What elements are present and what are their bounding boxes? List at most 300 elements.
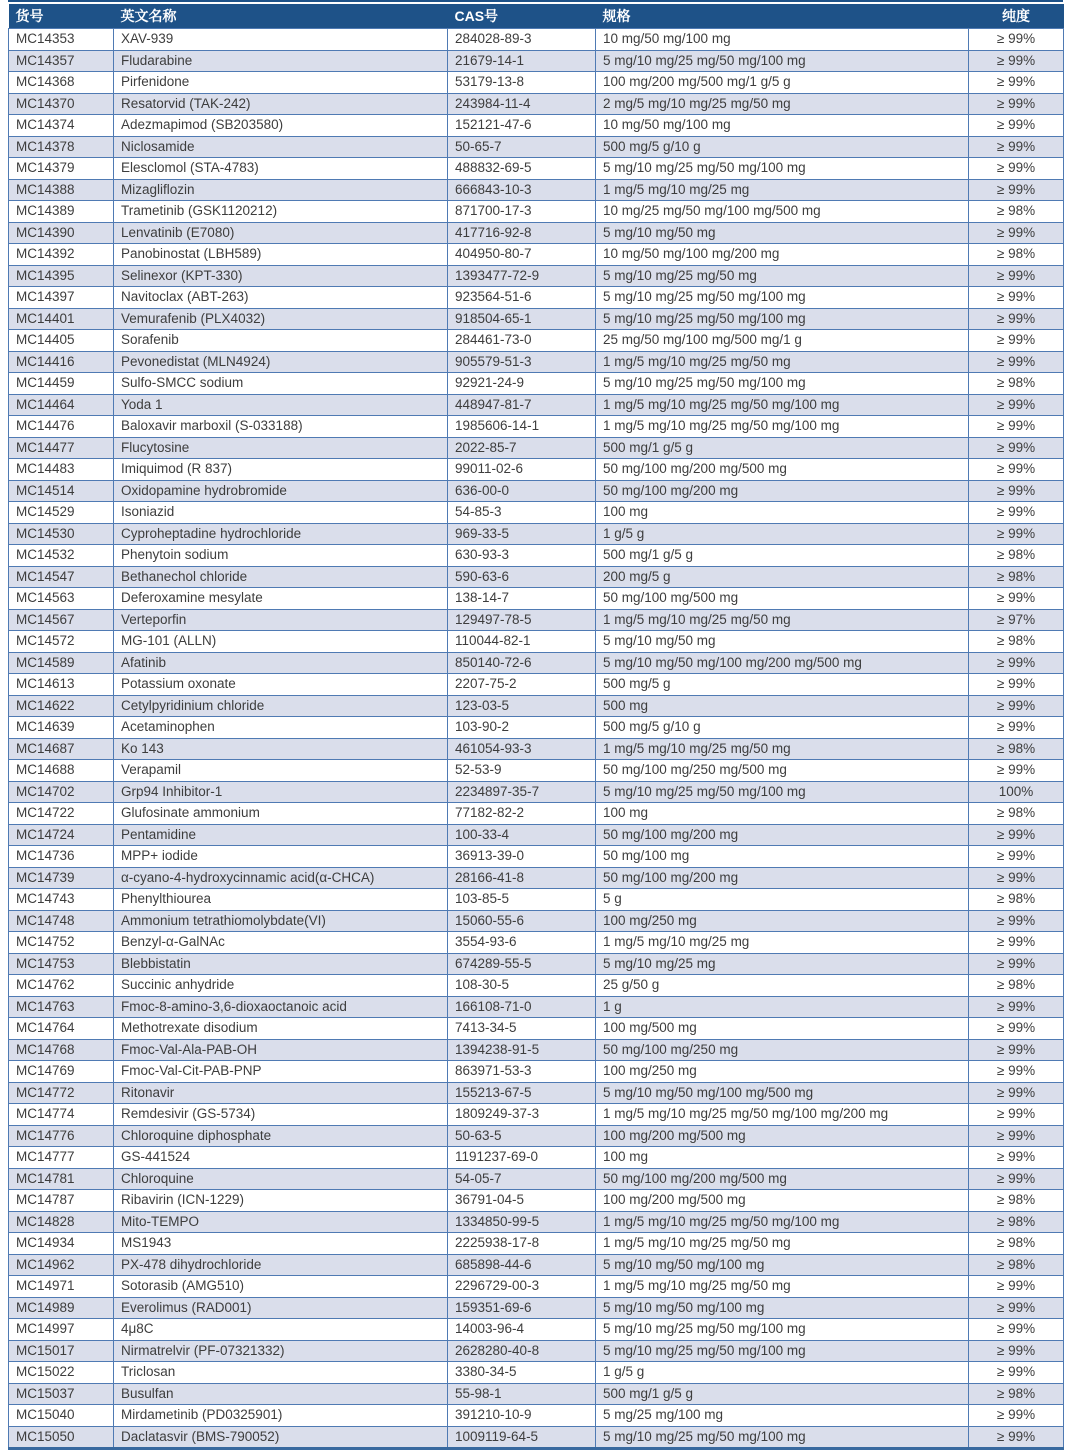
cell-spec: 50 mg/100 mg/200 mg — [596, 824, 969, 846]
cell-name: PX-478 dihydrochloride — [114, 1254, 448, 1276]
table-row — [9, 1383, 1064, 1405]
cell-code: MC14464 — [9, 394, 114, 416]
cell-code: MC14739 — [9, 867, 114, 889]
cell-spec: 50 mg/100 mg/250 mg/500 mg — [596, 760, 969, 782]
cell-purity: ≥ 98% — [969, 1233, 1064, 1255]
cell-spec: 100 mg/250 mg — [596, 1061, 969, 1083]
cell-code: MC14368 — [9, 72, 114, 94]
table-row — [9, 308, 1064, 330]
cell-cas: 92921-24-9 — [448, 373, 596, 395]
cell-code: MC14353 — [9, 29, 114, 51]
cell-code: MC15037 — [9, 1383, 114, 1405]
cell-purity: ≥ 99% — [969, 523, 1064, 545]
cell-spec: 1 g — [596, 996, 969, 1018]
cell-spec: 50 mg/100 mg/200 mg/500 mg — [596, 1168, 969, 1190]
table-row — [9, 760, 1064, 782]
cell-cas: 1334850-99-5 — [448, 1211, 596, 1233]
cell-spec: 10 mg/50 mg/100 mg — [596, 115, 969, 137]
cell-name: Ko 143 — [114, 738, 448, 760]
cell-spec: 1 mg/5 mg/10 mg/25 mg — [596, 932, 969, 954]
cell-spec: 1 mg/5 mg/10 mg/25 mg/50 mg/100 mg — [596, 394, 969, 416]
cell-cas: 488832-69-5 — [448, 158, 596, 180]
cell-code: MC14459 — [9, 373, 114, 395]
table-top-border — [8, 0, 1063, 2]
cell-cas: 103-85-5 — [448, 889, 596, 911]
cell-code: MC14777 — [9, 1147, 114, 1169]
cell-spec: 5 mg/10 mg/25 mg/50 mg/100 mg — [596, 158, 969, 180]
cell-cas: 1809249-37-3 — [448, 1104, 596, 1126]
cell-purity: ≥ 99% — [969, 652, 1064, 674]
cell-cas: 152121-47-6 — [448, 115, 596, 137]
cell-purity: ≥ 99% — [969, 459, 1064, 481]
cell-purity: ≥ 99% — [969, 1125, 1064, 1147]
cell-cas: 2234897-35-7 — [448, 781, 596, 803]
cell-name: Chloroquine diphosphate — [114, 1125, 448, 1147]
table-row — [9, 1297, 1064, 1319]
header-row — [9, 4, 1064, 29]
cell-spec: 5 mg/10 mg/25 mg/50 mg/100 mg — [596, 287, 969, 309]
product-catalog-table — [8, 4, 1064, 1450]
cell-spec: 5 g — [596, 889, 969, 911]
cell-spec: 5 mg/10 mg/50 mg — [596, 222, 969, 244]
cell-purity: ≥ 99% — [969, 695, 1064, 717]
cell-code: MC14762 — [9, 975, 114, 997]
cell-spec: 10 mg/50 mg/100 mg/200 mg — [596, 244, 969, 266]
cell-purity: ≥ 99% — [969, 1082, 1064, 1104]
cell-purity: ≥ 99% — [969, 996, 1064, 1018]
cell-spec: 5 mg/10 mg/50 mg/100 mg/500 mg — [596, 1082, 969, 1104]
cell-name: Mirdametinib (PD0325901) — [114, 1405, 448, 1427]
cell-cas: 391210-10-9 — [448, 1405, 596, 1427]
cell-purity: ≥ 99% — [969, 1039, 1064, 1061]
cell-spec: 5 mg/10 mg/25 mg — [596, 953, 969, 975]
cell-cas: 685898-44-6 — [448, 1254, 596, 1276]
cell-name: Bethanechol chloride — [114, 566, 448, 588]
cell-code: MC14934 — [9, 1233, 114, 1255]
cell-name: Triclosan — [114, 1362, 448, 1384]
column-header-catalog-number: 货号 — [9, 4, 114, 29]
cell-name: Daclatasvir (BMS-790052) — [114, 1426, 448, 1449]
cell-code: MC14776 — [9, 1125, 114, 1147]
cell-code: MC14613 — [9, 674, 114, 696]
cell-purity: ≥ 99% — [969, 674, 1064, 696]
cell-purity: ≥ 99% — [969, 93, 1064, 115]
table-row — [9, 953, 1064, 975]
cell-spec: 50 mg/100 mg — [596, 846, 969, 868]
cell-purity: ≥ 99% — [969, 1319, 1064, 1341]
table-row — [9, 1405, 1064, 1427]
cell-spec: 5 mg/10 mg/25 mg/50 mg/100 mg — [596, 781, 969, 803]
cell-purity: ≥ 99% — [969, 29, 1064, 51]
cell-code: MC14374 — [9, 115, 114, 137]
cell-code: MC14392 — [9, 244, 114, 266]
cell-spec: 100 mg/250 mg — [596, 910, 969, 932]
cell-purity: ≥ 99% — [969, 115, 1064, 137]
table-row — [9, 93, 1064, 115]
cell-spec: 100 mg/200 mg/500 mg — [596, 1125, 969, 1147]
cell-name: Pevonedistat (MLN4924) — [114, 351, 448, 373]
table-header — [9, 4, 1064, 29]
cell-name: Sorafenib — [114, 330, 448, 352]
cell-name: Resatorvid (TAK-242) — [114, 93, 448, 115]
cell-purity: ≥ 98% — [969, 889, 1064, 911]
table-row — [9, 1168, 1064, 1190]
table-row — [9, 1276, 1064, 1298]
cell-name: Succinic anhydride — [114, 975, 448, 997]
cell-name: Lenvatinib (E7080) — [114, 222, 448, 244]
cell-cas: 2225938-17-8 — [448, 1233, 596, 1255]
table-row — [9, 265, 1064, 287]
cell-cas: 3380-34-5 — [448, 1362, 596, 1384]
cell-code: MC14971 — [9, 1276, 114, 1298]
table-row — [9, 867, 1064, 889]
cell-cas: 2296729-00-3 — [448, 1276, 596, 1298]
cell-spec: 5 mg/10 mg/25 mg/50 mg/100 mg — [596, 308, 969, 330]
cell-code: MC14370 — [9, 93, 114, 115]
table-row — [9, 158, 1064, 180]
cell-spec: 100 mg/200 mg/500 mg/1 g/5 g — [596, 72, 969, 94]
cell-code: MC14764 — [9, 1018, 114, 1040]
cell-name: Chloroquine — [114, 1168, 448, 1190]
cell-purity: ≥ 99% — [969, 265, 1064, 287]
cell-purity: ≥ 98% — [969, 1254, 1064, 1276]
cell-spec: 1 g/5 g — [596, 1362, 969, 1384]
cell-purity: ≥ 99% — [969, 351, 1064, 373]
table-row — [9, 1061, 1064, 1083]
column-header-cas-number: CAS号 — [448, 4, 596, 29]
table-row — [9, 652, 1064, 674]
cell-purity: ≥ 99% — [969, 480, 1064, 502]
cell-purity: ≥ 99% — [969, 222, 1064, 244]
table-row — [9, 1147, 1064, 1169]
column-header-purity: 纯度 — [969, 4, 1064, 29]
cell-spec: 1 mg/5 mg/10 mg/25 mg/50 mg/100 mg — [596, 416, 969, 438]
cell-name: Nirmatrelvir (PF-07321332) — [114, 1340, 448, 1362]
cell-cas: 21679-14-1 — [448, 50, 596, 72]
cell-name: Panobinostat (LBH589) — [114, 244, 448, 266]
cell-name: Phenylthiourea — [114, 889, 448, 911]
cell-cas: 2207-75-2 — [448, 674, 596, 696]
table-row — [9, 824, 1064, 846]
cell-name: Verteporfin — [114, 609, 448, 631]
cell-purity: ≥ 99% — [969, 1297, 1064, 1319]
cell-code: MC14781 — [9, 1168, 114, 1190]
cell-name: Isoniazid — [114, 502, 448, 524]
table-row — [9, 1125, 1064, 1147]
table-row — [9, 222, 1064, 244]
table-row — [9, 609, 1064, 631]
cell-spec: 500 mg — [596, 695, 969, 717]
cell-name: Acetaminophen — [114, 717, 448, 739]
cell-code: MC14752 — [9, 932, 114, 954]
cell-name: α-cyano-4-hydroxycinnamic acid(α-CHCA) — [114, 867, 448, 889]
cell-purity: ≥ 99% — [969, 1147, 1064, 1169]
cell-spec: 1 mg/5 mg/10 mg/25 mg/50 mg — [596, 1276, 969, 1298]
cell-cas: 969-33-5 — [448, 523, 596, 545]
cell-cas: 850140-72-6 — [448, 652, 596, 674]
cell-spec: 5 mg/10 mg/25 mg/50 mg/100 mg — [596, 50, 969, 72]
table-row — [9, 1211, 1064, 1233]
cell-purity: ≥ 99% — [969, 1340, 1064, 1362]
cell-cas: 243984-11-4 — [448, 93, 596, 115]
cell-spec: 100 mg/200 mg/500 mg — [596, 1190, 969, 1212]
cell-spec: 5 mg/10 mg/50 mg/100 mg/200 mg/500 mg — [596, 652, 969, 674]
cell-cas: 2022-85-7 — [448, 437, 596, 459]
cell-purity: ≥ 99% — [969, 846, 1064, 868]
cell-name: Methotrexate disodium — [114, 1018, 448, 1040]
cell-code: MC14416 — [9, 351, 114, 373]
cell-spec: 5 mg/10 mg/25 mg/50 mg/100 mg — [596, 1340, 969, 1362]
table-row — [9, 201, 1064, 223]
cell-spec: 50 mg/100 mg/200 mg — [596, 867, 969, 889]
cell-cas: 871700-17-3 — [448, 201, 596, 223]
cell-cas: 159351-69-6 — [448, 1297, 596, 1319]
cell-cas: 3554-93-6 — [448, 932, 596, 954]
table-row — [9, 1018, 1064, 1040]
cell-purity: ≥ 98% — [969, 1383, 1064, 1405]
table-row — [9, 1362, 1064, 1384]
cell-cas: 166108-71-0 — [448, 996, 596, 1018]
cell-name: Cetylpyridinium chloride — [114, 695, 448, 717]
cell-purity: ≥ 99% — [969, 1061, 1064, 1083]
cell-purity: ≥ 99% — [969, 179, 1064, 201]
cell-cas: 461054-93-3 — [448, 738, 596, 760]
cell-code: MC14772 — [9, 1082, 114, 1104]
cell-spec: 100 mg — [596, 1147, 969, 1169]
cell-code: MC14687 — [9, 738, 114, 760]
table-row — [9, 502, 1064, 524]
cell-cas: 1393477-72-9 — [448, 265, 596, 287]
cell-spec: 50 mg/100 mg/200 mg — [596, 480, 969, 502]
cell-code: MC14989 — [9, 1297, 114, 1319]
cell-name: MG-101 (ALLN) — [114, 631, 448, 653]
cell-cas: 1191237-69-0 — [448, 1147, 596, 1169]
table-row — [9, 351, 1064, 373]
cell-spec: 5 mg/10 mg/25 mg/50 mg/100 mg — [596, 373, 969, 395]
cell-code: MC14514 — [9, 480, 114, 502]
cell-name: Sotorasib (AMG510) — [114, 1276, 448, 1298]
column-header-english-name: 英文名称 — [114, 4, 448, 29]
cell-spec: 500 mg/5 g/10 g — [596, 717, 969, 739]
cell-cas: 77182-82-2 — [448, 803, 596, 825]
cell-cas: 630-93-3 — [448, 545, 596, 567]
table-body — [9, 29, 1064, 1449]
cell-name: Blebbistatin — [114, 953, 448, 975]
cell-code: MC14736 — [9, 846, 114, 868]
cell-code: MC14379 — [9, 158, 114, 180]
cell-code: MC15017 — [9, 1340, 114, 1362]
cell-name: Busulfan — [114, 1383, 448, 1405]
table-row — [9, 674, 1064, 696]
cell-cas: 15060-55-6 — [448, 910, 596, 932]
cell-code: MC15040 — [9, 1405, 114, 1427]
cell-code: MC14828 — [9, 1211, 114, 1233]
cell-spec: 5 mg/10 mg/50 mg/100 mg — [596, 1254, 969, 1276]
cell-purity: ≥ 99% — [969, 824, 1064, 846]
cell-spec: 100 mg/500 mg — [596, 1018, 969, 1040]
table-row — [9, 480, 1064, 502]
cell-code: MC14702 — [9, 781, 114, 803]
cell-code: MC14722 — [9, 803, 114, 825]
cell-name: Fludarabine — [114, 50, 448, 72]
cell-name: Selinexor (KPT-330) — [114, 265, 448, 287]
cell-spec: 100 mg — [596, 502, 969, 524]
cell-code: MC14530 — [9, 523, 114, 545]
cell-spec: 2 mg/5 mg/10 mg/25 mg/50 mg — [596, 93, 969, 115]
cell-purity: ≥ 98% — [969, 631, 1064, 653]
cell-cas: 28166-41-8 — [448, 867, 596, 889]
cell-purity: ≥ 99% — [969, 158, 1064, 180]
cell-cas: 863971-53-3 — [448, 1061, 596, 1083]
table-row — [9, 523, 1064, 545]
cell-code: MC14532 — [9, 545, 114, 567]
cell-cas: 36913-39-0 — [448, 846, 596, 868]
cell-name: Grp94 Inhibitor-1 — [114, 781, 448, 803]
cell-cas: 666843-10-3 — [448, 179, 596, 201]
table-row — [9, 29, 1064, 51]
cell-name: Baloxavir marboxil (S-033188) — [114, 416, 448, 438]
cell-cas: 123-03-5 — [448, 695, 596, 717]
table-row — [9, 1254, 1064, 1276]
cell-name: Ammonium tetrathiomolybdate(VI) — [114, 910, 448, 932]
cell-cas: 284028-89-3 — [448, 29, 596, 51]
cell-spec: 10 mg/50 mg/100 mg — [596, 29, 969, 51]
cell-name: Glufosinate ammonium — [114, 803, 448, 825]
cell-cas: 129497-78-5 — [448, 609, 596, 631]
cell-cas: 404950-80-7 — [448, 244, 596, 266]
cell-spec: 25 g/50 g — [596, 975, 969, 997]
table-row — [9, 1082, 1064, 1104]
cell-name: Flucytosine — [114, 437, 448, 459]
cell-spec: 1 g/5 g — [596, 523, 969, 545]
cell-code: MC14389 — [9, 201, 114, 223]
cell-purity: ≥ 99% — [969, 1104, 1064, 1126]
cell-spec: 200 mg/5 g — [596, 566, 969, 588]
cell-purity: ≥ 99% — [969, 394, 1064, 416]
cell-purity: ≥ 98% — [969, 1190, 1064, 1212]
cell-code: MC14997 — [9, 1319, 114, 1341]
cell-cas: 1394238-91-5 — [448, 1039, 596, 1061]
table-row — [9, 738, 1064, 760]
cell-spec: 50 mg/100 mg/200 mg/500 mg — [596, 459, 969, 481]
cell-code: MC14567 — [9, 609, 114, 631]
cell-cas: 53179-13-8 — [448, 72, 596, 94]
table-row — [9, 545, 1064, 567]
cell-code: MC14639 — [9, 717, 114, 739]
table-row — [9, 287, 1064, 309]
cell-name: GS-441524 — [114, 1147, 448, 1169]
cell-cas: 636-00-0 — [448, 480, 596, 502]
cell-purity: ≥ 98% — [969, 803, 1064, 825]
table-row — [9, 846, 1064, 868]
cell-code: MC14357 — [9, 50, 114, 72]
cell-name: Fmoc-Val-Ala-PAB-OH — [114, 1039, 448, 1061]
cell-code: MC14589 — [9, 652, 114, 674]
cell-code: MC14724 — [9, 824, 114, 846]
cell-spec: 10 mg/25 mg/50 mg/100 mg/500 mg — [596, 201, 969, 223]
cell-purity: ≥ 98% — [969, 244, 1064, 266]
table-row — [9, 803, 1064, 825]
cell-name: Sulfo-SMCC sodium — [114, 373, 448, 395]
cell-code: MC14774 — [9, 1104, 114, 1126]
cell-name: Remdesivir (GS-5734) — [114, 1104, 448, 1126]
cell-code: MC14572 — [9, 631, 114, 653]
cell-spec: 5 mg/10 mg/50 mg — [596, 631, 969, 653]
cell-code: MC14787 — [9, 1190, 114, 1212]
cell-purity: ≥ 99% — [969, 72, 1064, 94]
cell-name: Everolimus (RAD001) — [114, 1297, 448, 1319]
table-row — [9, 996, 1064, 1018]
cell-code: MC14397 — [9, 287, 114, 309]
cell-cas: 52-53-9 — [448, 760, 596, 782]
table-row — [9, 975, 1064, 997]
cell-purity: ≥ 99% — [969, 760, 1064, 782]
cell-name: MS1943 — [114, 1233, 448, 1255]
cell-cas: 50-65-7 — [448, 136, 596, 158]
cell-code: MC14529 — [9, 502, 114, 524]
cell-purity: ≥ 97% — [969, 609, 1064, 631]
cell-purity: 100% — [969, 781, 1064, 803]
table-row — [9, 717, 1064, 739]
cell-purity: ≥ 98% — [969, 545, 1064, 567]
cell-cas: 54-05-7 — [448, 1168, 596, 1190]
cell-code: MC14390 — [9, 222, 114, 244]
table-row — [9, 588, 1064, 610]
table-row — [9, 50, 1064, 72]
cell-code: MC14622 — [9, 695, 114, 717]
cell-spec: 500 mg/5 g/10 g — [596, 136, 969, 158]
cell-name: Deferoxamine mesylate — [114, 588, 448, 610]
table-row — [9, 416, 1064, 438]
cell-spec: 500 mg/1 g/5 g — [596, 1383, 969, 1405]
cell-name: Mizagliflozin — [114, 179, 448, 201]
cell-name: Potassium oxonate — [114, 674, 448, 696]
table-row — [9, 566, 1064, 588]
cell-cas: 110044-82-1 — [448, 631, 596, 653]
cell-code: MC14483 — [9, 459, 114, 481]
cell-name: Ribavirin (ICN-1229) — [114, 1190, 448, 1212]
cell-name: Afatinib — [114, 652, 448, 674]
cell-cas: 108-30-5 — [448, 975, 596, 997]
cell-cas: 100-33-4 — [448, 824, 596, 846]
table-row — [9, 373, 1064, 395]
cell-purity: ≥ 99% — [969, 953, 1064, 975]
cell-cas: 155213-67-5 — [448, 1082, 596, 1104]
cell-spec: 25 mg/50 mg/100 mg/500 mg/1 g — [596, 330, 969, 352]
cell-code: MC15022 — [9, 1362, 114, 1384]
cell-name: MPP+ iodide — [114, 846, 448, 868]
cell-code: MC14962 — [9, 1254, 114, 1276]
cell-spec: 1 mg/5 mg/10 mg/25 mg/50 mg — [596, 1233, 969, 1255]
cell-spec: 5 mg/10 mg/25 mg/50 mg/100 mg — [596, 1319, 969, 1341]
cell-spec: 500 mg/5 g — [596, 674, 969, 696]
table-row — [9, 1340, 1064, 1362]
cell-code: MC14753 — [9, 953, 114, 975]
cell-cas: 284461-73-0 — [448, 330, 596, 352]
cell-cas: 103-90-2 — [448, 717, 596, 739]
cell-spec: 1 mg/5 mg/10 mg/25 mg — [596, 179, 969, 201]
cell-purity: ≥ 99% — [969, 287, 1064, 309]
cell-cas: 7413-34-5 — [448, 1018, 596, 1040]
cell-purity: ≥ 99% — [969, 416, 1064, 438]
cell-name: Vemurafenib (PLX4032) — [114, 308, 448, 330]
cell-cas: 918504-65-1 — [448, 308, 596, 330]
cell-name: Verapamil — [114, 760, 448, 782]
cell-cas: 674289-55-5 — [448, 953, 596, 975]
table-row — [9, 910, 1064, 932]
cell-code: MC14477 — [9, 437, 114, 459]
cell-code: MC14378 — [9, 136, 114, 158]
